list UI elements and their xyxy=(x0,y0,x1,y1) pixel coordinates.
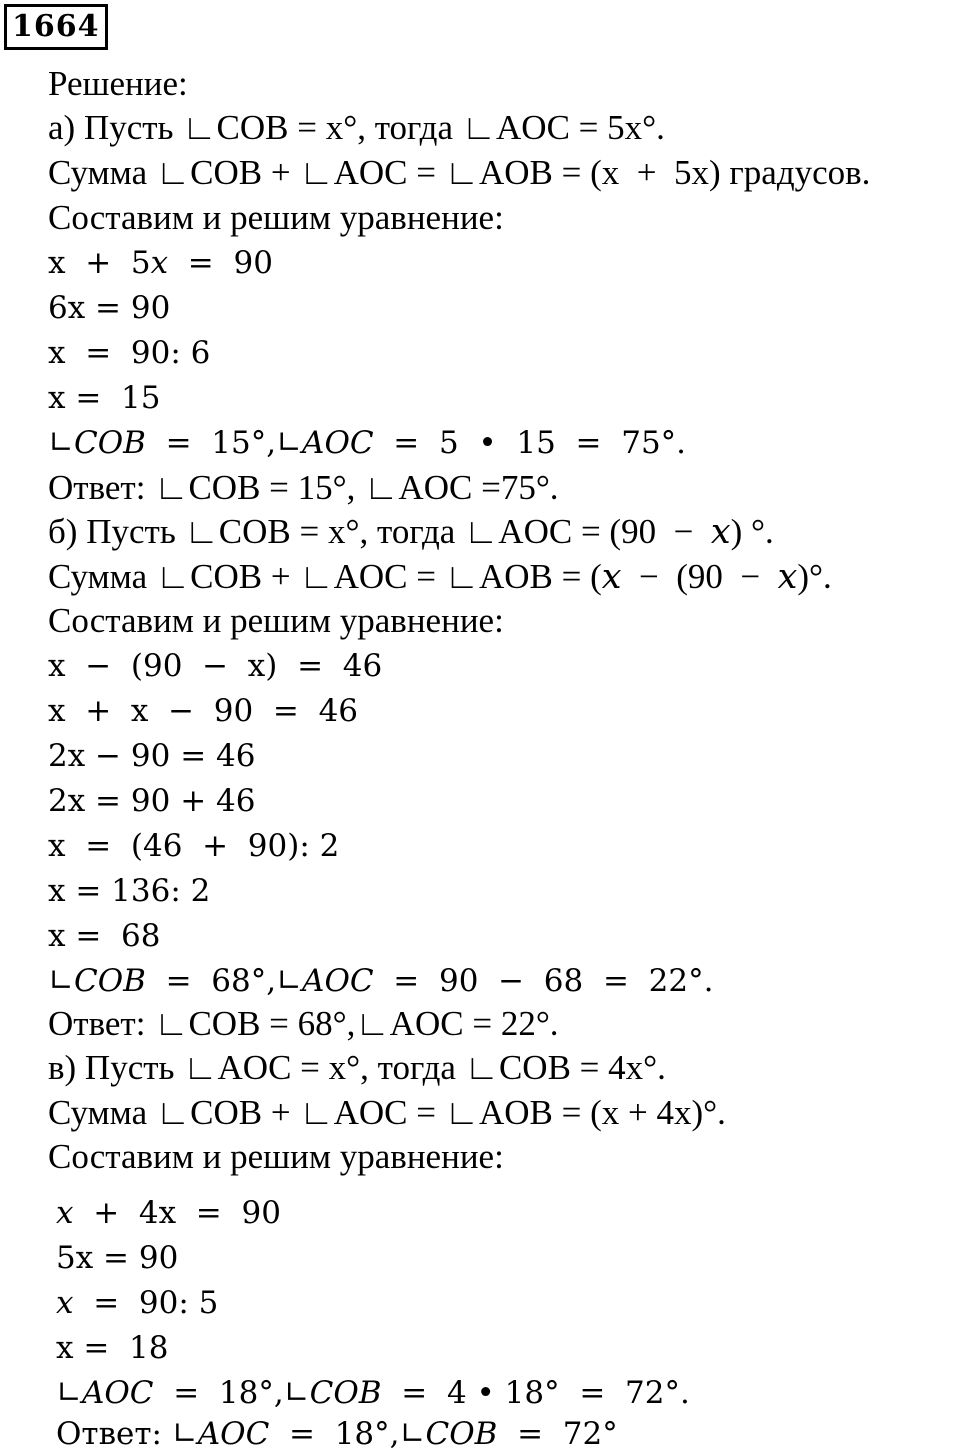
part-c-answer: Ответ: ∟𝐴𝑂𝐶 = 18°,∟𝐶𝑂𝐵 = 72° xyxy=(56,1416,618,1452)
part-b-premise: б) Пусть ∟COB = x°, тогда ∟AOC = (90 − 𝑥) °. xyxy=(48,512,774,551)
part-a-answer: Ответ: ∟COB = 15°, ∟AOC =75°. xyxy=(48,468,559,507)
part-a-sum: Сумма ∟COB + ∟AOC = ∟AOB = (x + 5x) градусов. xyxy=(48,153,871,192)
part-b-step: x = 68 xyxy=(48,918,161,954)
task-number-badge: 1664 xyxy=(4,4,108,50)
solution-heading: Решение: xyxy=(48,64,188,103)
part-c-result: ∟𝐴𝑂𝐶 = 18°,∟𝐶𝑂𝐵 = 4 • 18° = 72°. xyxy=(56,1375,690,1411)
part-b-step: x − (90 − x) = 46 xyxy=(48,648,383,684)
part-a-equation-intro: Составим и решим уравнение: xyxy=(48,198,504,237)
part-c-step: x = 18 xyxy=(56,1330,169,1366)
part-a-step: 6x = 90 xyxy=(48,290,171,326)
part-b-result: ∟𝐶𝑂𝐵 = 68°,∟𝐴𝑂𝐶 = 90 − 68 = 22°. xyxy=(48,963,714,999)
part-c-step: 5x = 90 xyxy=(56,1240,179,1276)
part-b-step: x + x − 90 = 46 xyxy=(48,693,359,729)
part-b-equation-intro: Составим и решим уравнение: xyxy=(48,601,504,640)
part-a-step: x = 15 xyxy=(48,380,161,416)
part-a-step: x + 5𝑥 = 90 xyxy=(48,245,273,281)
part-c-equation-intro: Составим и решим уравнение: xyxy=(48,1137,504,1176)
part-a-step: x = 90: 6 xyxy=(48,335,211,371)
part-b-step: x = 136: 2 xyxy=(48,873,211,909)
part-c-step: 𝑥 = 90: 5 xyxy=(56,1285,219,1321)
part-c-sum: Сумма ∟COB + ∟AOC = ∟AOB = (x + 4x)°. xyxy=(48,1093,726,1132)
part-c-premise: в) Пусть ∟AOC = x°, тогда ∟COB = 4x°. xyxy=(48,1048,666,1087)
part-c-step: 𝑥 + 4x = 90 xyxy=(56,1195,281,1231)
part-b-step: 2x − 90 = 46 xyxy=(48,738,256,774)
part-b-step: x = (46 + 90): 2 xyxy=(48,828,340,864)
part-b-step: 2x = 90 + 46 xyxy=(48,783,256,819)
part-a-result: ∟𝐶𝑂𝐵 = 15°,∟𝐴𝑂𝐶 = 5 • 15 = 75°. xyxy=(48,425,687,461)
part-b-sum: Сумма ∟COB + ∟AOC = ∟AOB = (𝑥 − (90 − 𝑥)°. xyxy=(48,557,832,596)
part-a-premise: а) Пусть ∟COB = x°, тогда ∟AOC = 5x°. xyxy=(48,108,665,147)
part-b-answer: Ответ: ∟COB = 68°,∟AOC = 22°. xyxy=(48,1004,559,1043)
